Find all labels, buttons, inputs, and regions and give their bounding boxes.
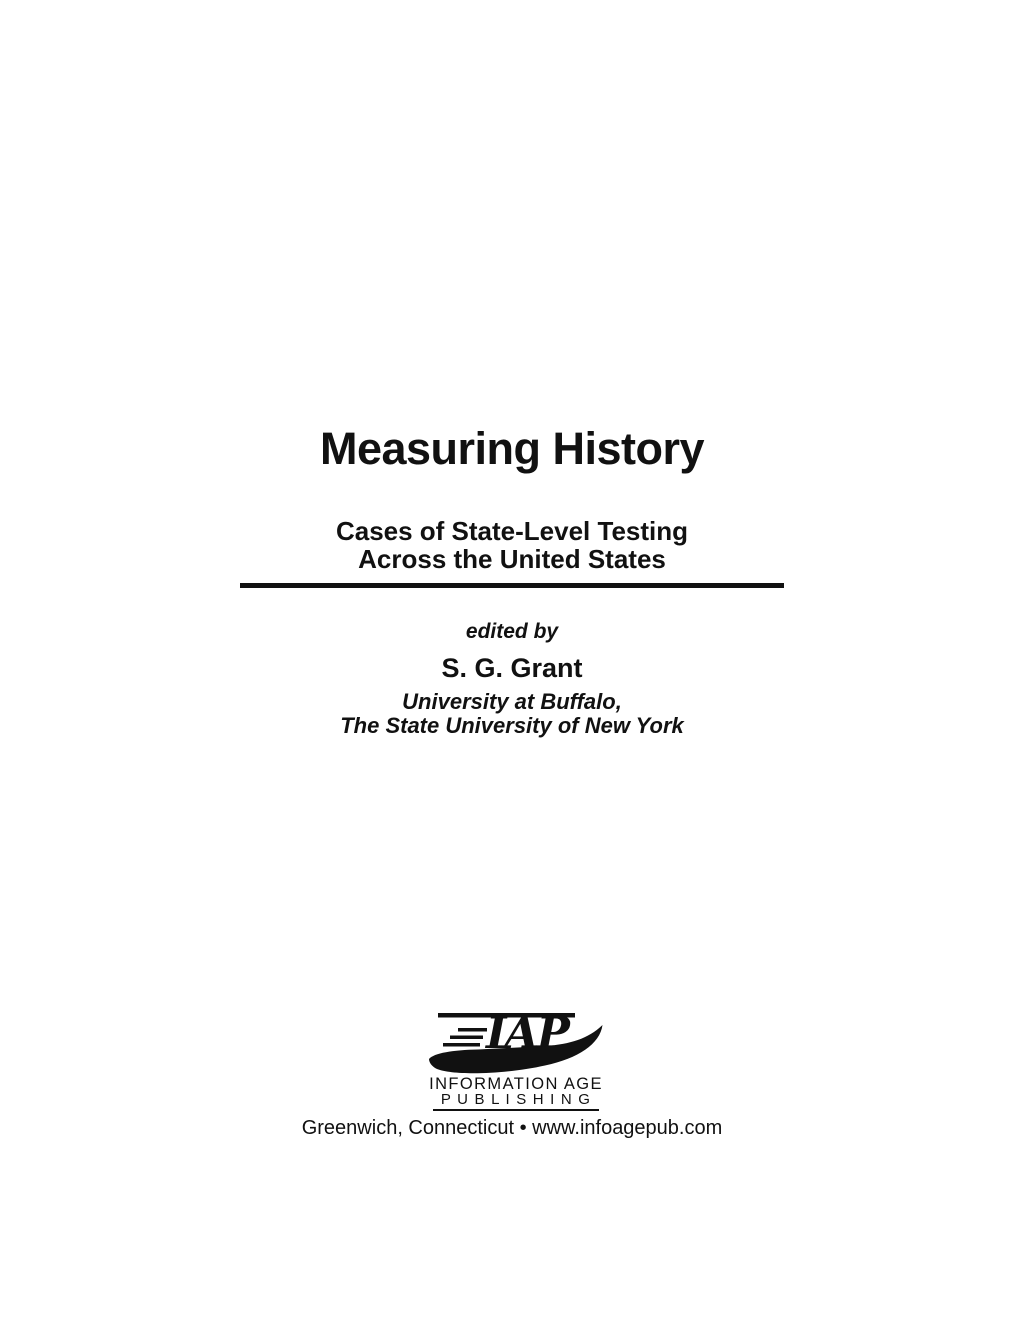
iap-logo-speed-line-1 (458, 1028, 487, 1032)
divider-rule (240, 583, 784, 588)
affiliation-line-2: The State University of New York (340, 713, 684, 738)
iap-logo-speed-line-3 (443, 1043, 480, 1047)
editor-name: S. G. Grant (441, 653, 583, 683)
iap-logo-acronym: IAP (486, 1012, 568, 1059)
publisher-name-line1: INFORMATION AGE (429, 1075, 603, 1093)
book-subtitle (0, 517, 1024, 573)
editor-affiliation (0, 690, 1024, 738)
book-title: Measuring History (319, 423, 705, 474)
affiliation-line-1: University at Buffalo, (402, 689, 622, 714)
subtitle-line-2: Across the United States (358, 544, 666, 574)
publisher-name-line2: P U B L I S H I N G (433, 1092, 599, 1111)
publisher-imprint: Greenwich, Connecticut • www.infoagepub.com (301, 1117, 723, 1139)
edited-by-label: edited by (465, 620, 559, 643)
iap-logo-icon (428, 1012, 604, 1076)
iap-logo-speed-line-2 (450, 1036, 483, 1040)
publisher-logo (428, 1012, 604, 1111)
subtitle-line-1: Cases of State-Level Testing (335, 516, 689, 546)
